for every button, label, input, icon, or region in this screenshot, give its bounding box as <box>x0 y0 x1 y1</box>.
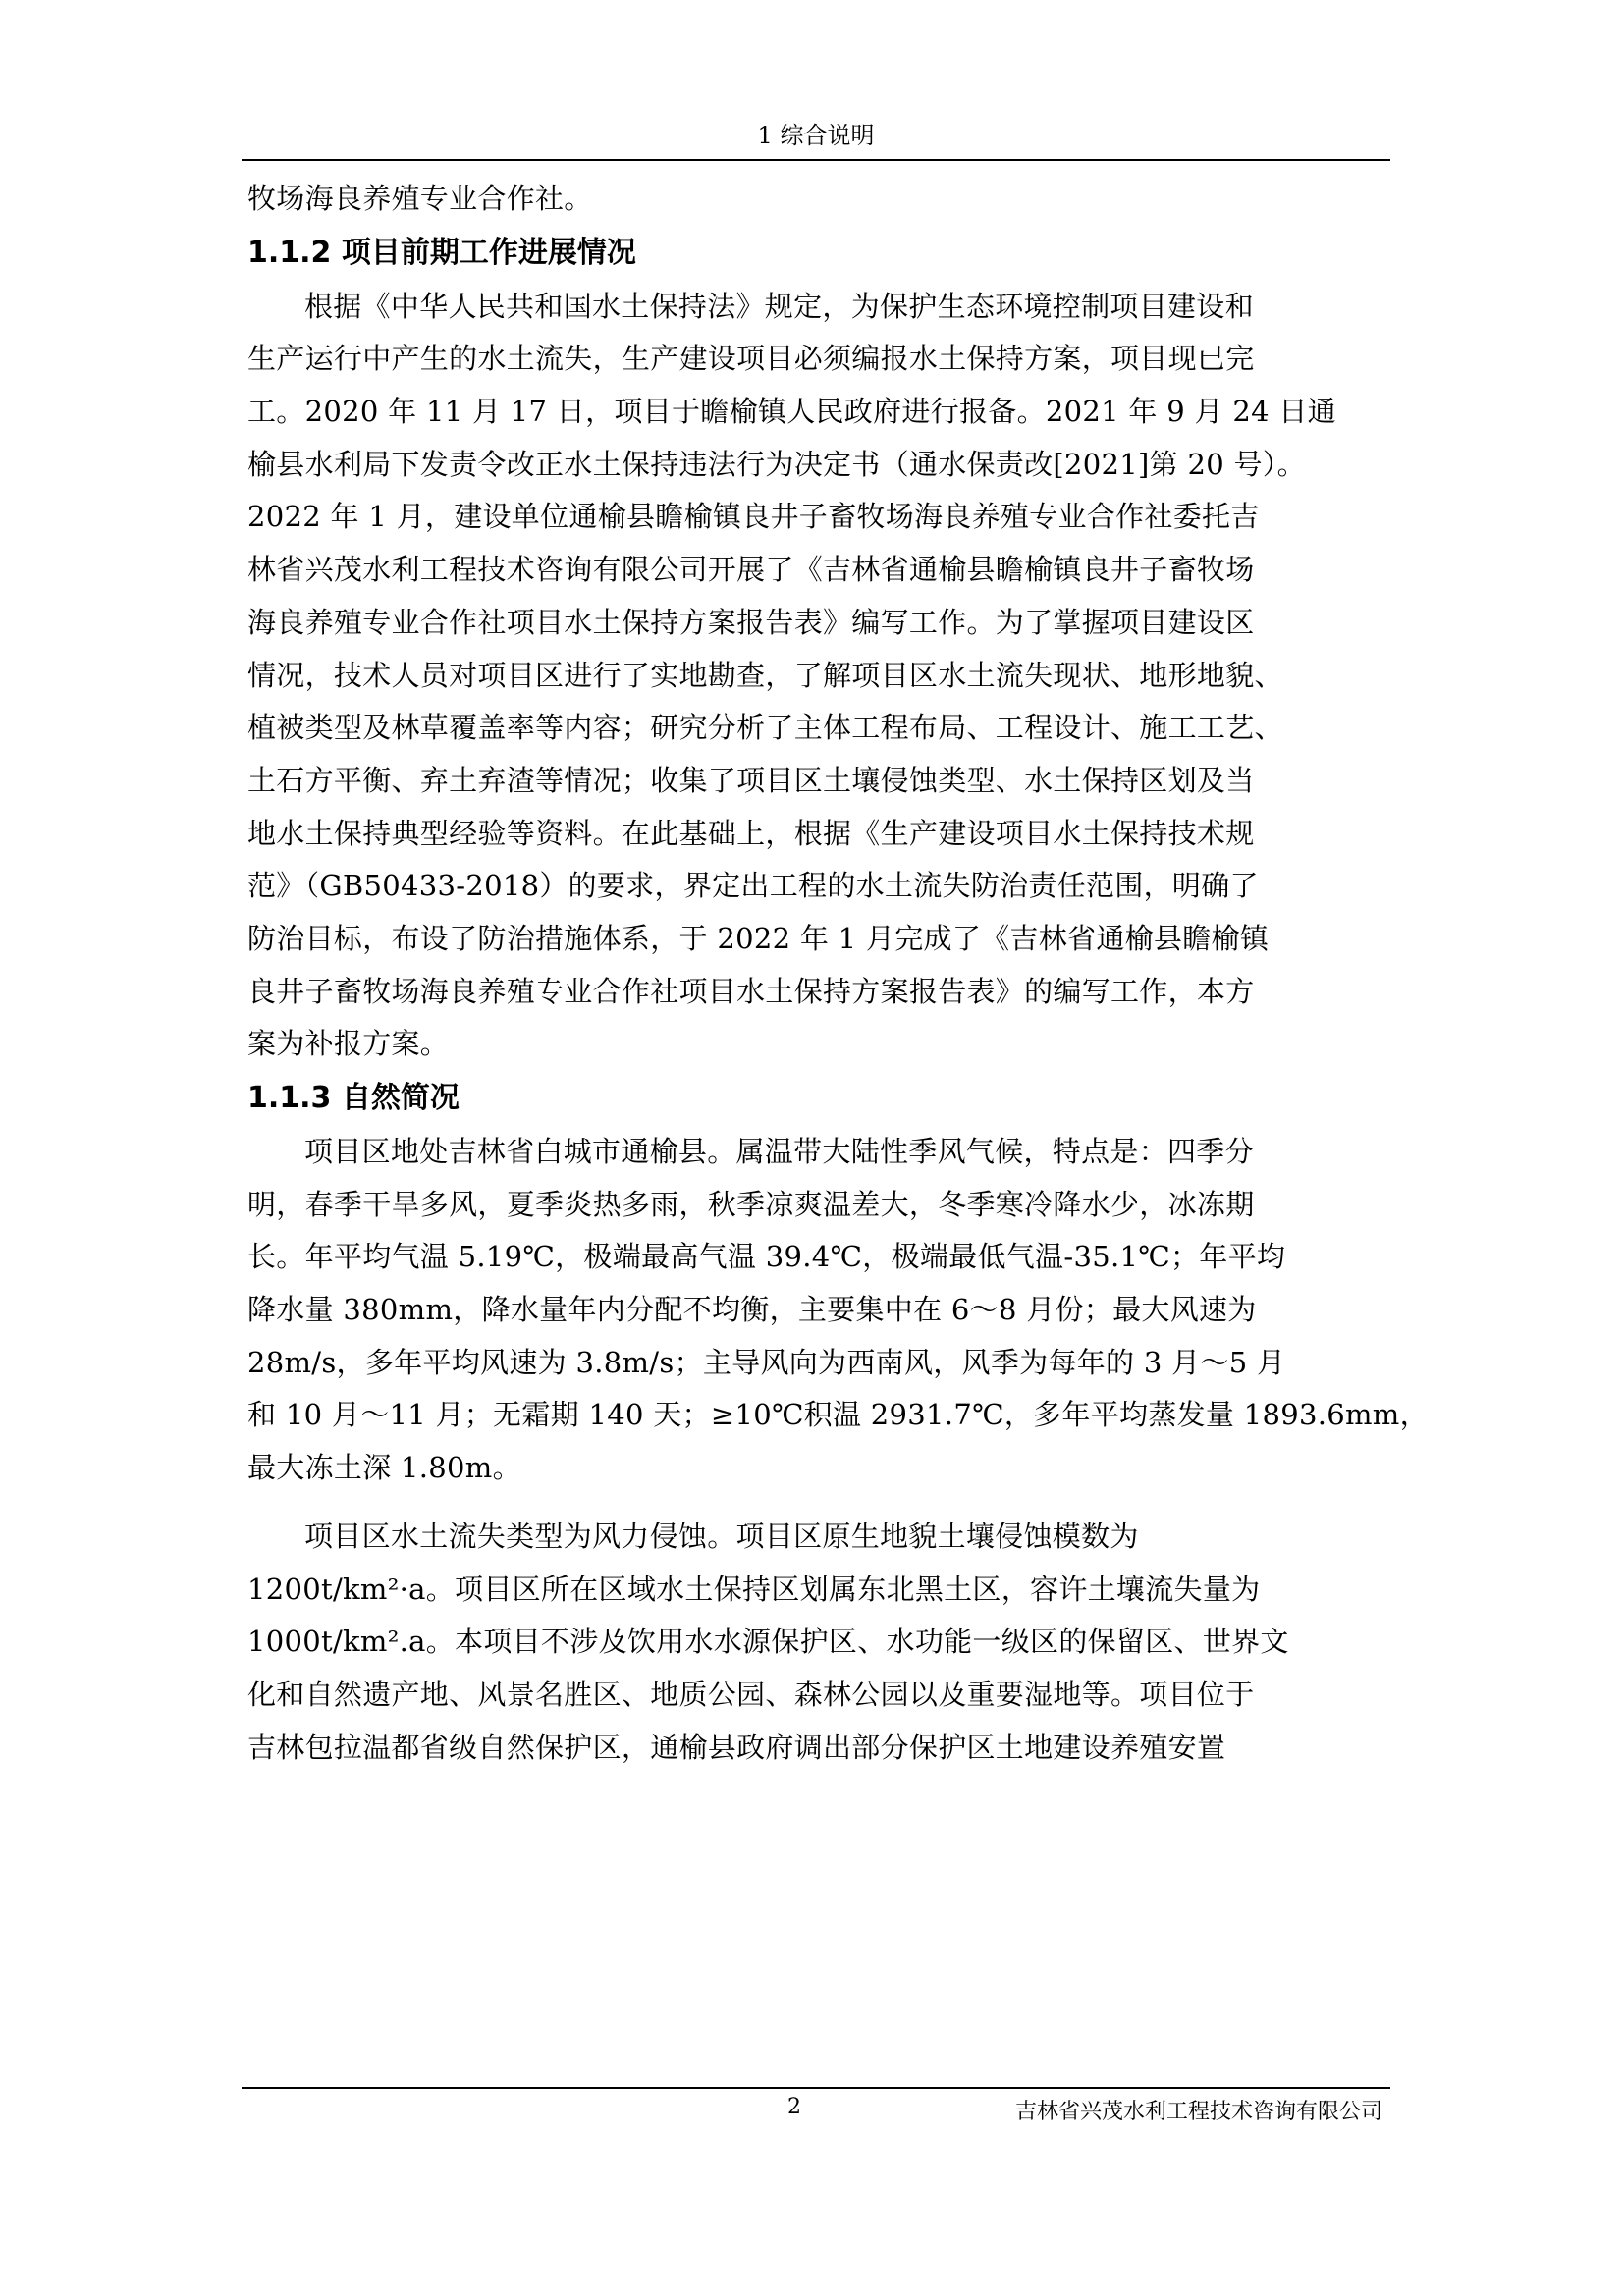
text-line: 28m/s，多年平均风速为 3.8m/s；主导风向为西南风，风季为每年的 3 月～5 月 <box>247 1345 1286 1379</box>
text-line: 1200t/km²·a。项目区所在区域水土保持区划属东北黑土区，容许土壤流失量为 <box>247 1572 1261 1606</box>
text-line: 根据《中华人民共和国水土保持法》规定，为保护生态环境控制项目建设和 <box>304 289 1254 323</box>
text-line: 情况，技术人员对项目区进行了实地勘查，了解项目区水土流失现状、地形地貌、 <box>247 658 1283 692</box>
text-line: 降水量 380mm，降水量年内分配不均衡，主要集中在 6～8 月份；最大风速为 <box>247 1293 1257 1327</box>
text-line: 范》（GB50433-2018）的要求，界定出工程的水土流失防治责任范围，明确了 <box>247 869 1259 903</box>
section-heading: 1.1.3 自然简况 <box>247 1081 460 1115</box>
text-line: 土石方平衡、弃土弃渣等情况；收集了项目区土壤侵蚀类型、水土保持区划及当 <box>247 763 1255 797</box>
text-line: 榆县水利局下发责令改正水土保持违法行为决定书（通水保责改[2021]第 20 号）。 <box>247 447 1306 481</box>
page-number: 2 <box>787 2095 801 2119</box>
text-line: 良井子畜牧场海良养殖专业合作社项目水土保持方案报告表》的编写工作，本方 <box>247 974 1255 1008</box>
page-footer <box>242 2087 1390 2128</box>
text-line: 牧场海良养殖专业合作社。 <box>247 182 593 215</box>
text-line: 海良养殖专业合作社项目水土保持方案报告表》编写工作。为了掌握项目建设区 <box>247 605 1255 639</box>
text-line: 防治目标，布设了防治措施体系，于 2022 年 1 月完成了《吉林省通榆县瞻榆镇 <box>247 921 1270 955</box>
text-line: 植被类型及林草覆盖率等内容；研究分析了主体工程布局、工程设计、施工工艺、 <box>247 711 1283 745</box>
section-heading: 1.1.2 项目前期工作进展情况 <box>247 235 636 270</box>
text-line: 吉林包拉温都省级自然保护区，通榆县政府调出部分保护区土地建设养殖安置 <box>247 1730 1226 1764</box>
footer-company: 吉林省兴茂水利工程技术咨询有限公司 <box>1014 2100 1382 2124</box>
text-line: 长。年平均气温 5.19℃，极端最高气温 39.4℃，极端最低气温-35.1℃；年平均 <box>247 1240 1286 1274</box>
text-line: 和 10 月～11 月；无霜期 140 天；≥10℃积温 2931.7℃，多年平均蒸发量 1893.6mm， <box>247 1398 1429 1432</box>
text-line: 生产运行中产生的水土流失，生产建设项目必须编报水土保持方案，项目现已完 <box>247 342 1255 376</box>
text-line: 地水土保持典型经验等资料。在此基础上，根据《生产建设项目水土保持技术规 <box>247 816 1255 850</box>
text-line: 项目区水土流失类型为风力侵蚀。项目区原生地貌土壤侵蚀模数为 <box>304 1519 1139 1553</box>
paragraph-gap <box>247 1495 1388 1511</box>
text-line: 1000t/km².a。本项目不涉及饮用水水源保护区、水功能一级区的保留区、世界文 <box>247 1625 1289 1659</box>
text-line: 化和自然遗产地、风景名胜区、地质公园、森林公园以及重要湿地等。项目位于 <box>247 1677 1255 1711</box>
text-line: 项目区地处吉林省白城市通榆县。属温带大陆性季风气候，特点是：四季分 <box>304 1135 1254 1168</box>
document-body <box>247 173 1429 1774</box>
text-line: 2022 年 1 月，建设单位通榆县瞻榆镇良井子畜牧场海良养殖专业合作社委托吉 <box>247 500 1260 534</box>
page-header <box>242 116 1390 161</box>
text-line: 工。2020 年 11 月 17 日，项目于瞻榆镇人民政府进行报备。2021 年 9 月 24 日通 <box>247 395 1336 429</box>
text-line: 林省兴茂水利工程技术咨询有限公司开展了《吉林省通榆县瞻榆镇良井子畜牧场 <box>247 553 1255 587</box>
header-title: 1 综合说明 <box>757 122 875 149</box>
text-line: 最大冻土深 1.80m。 <box>247 1451 521 1485</box>
text-line: 案为补报方案。 <box>247 1027 450 1061</box>
text-line: 明，春季干旱多风，夏季炎热多雨，秋季凉爽温差大，冬季寒冷降水少，冰冻期 <box>247 1187 1255 1221</box>
